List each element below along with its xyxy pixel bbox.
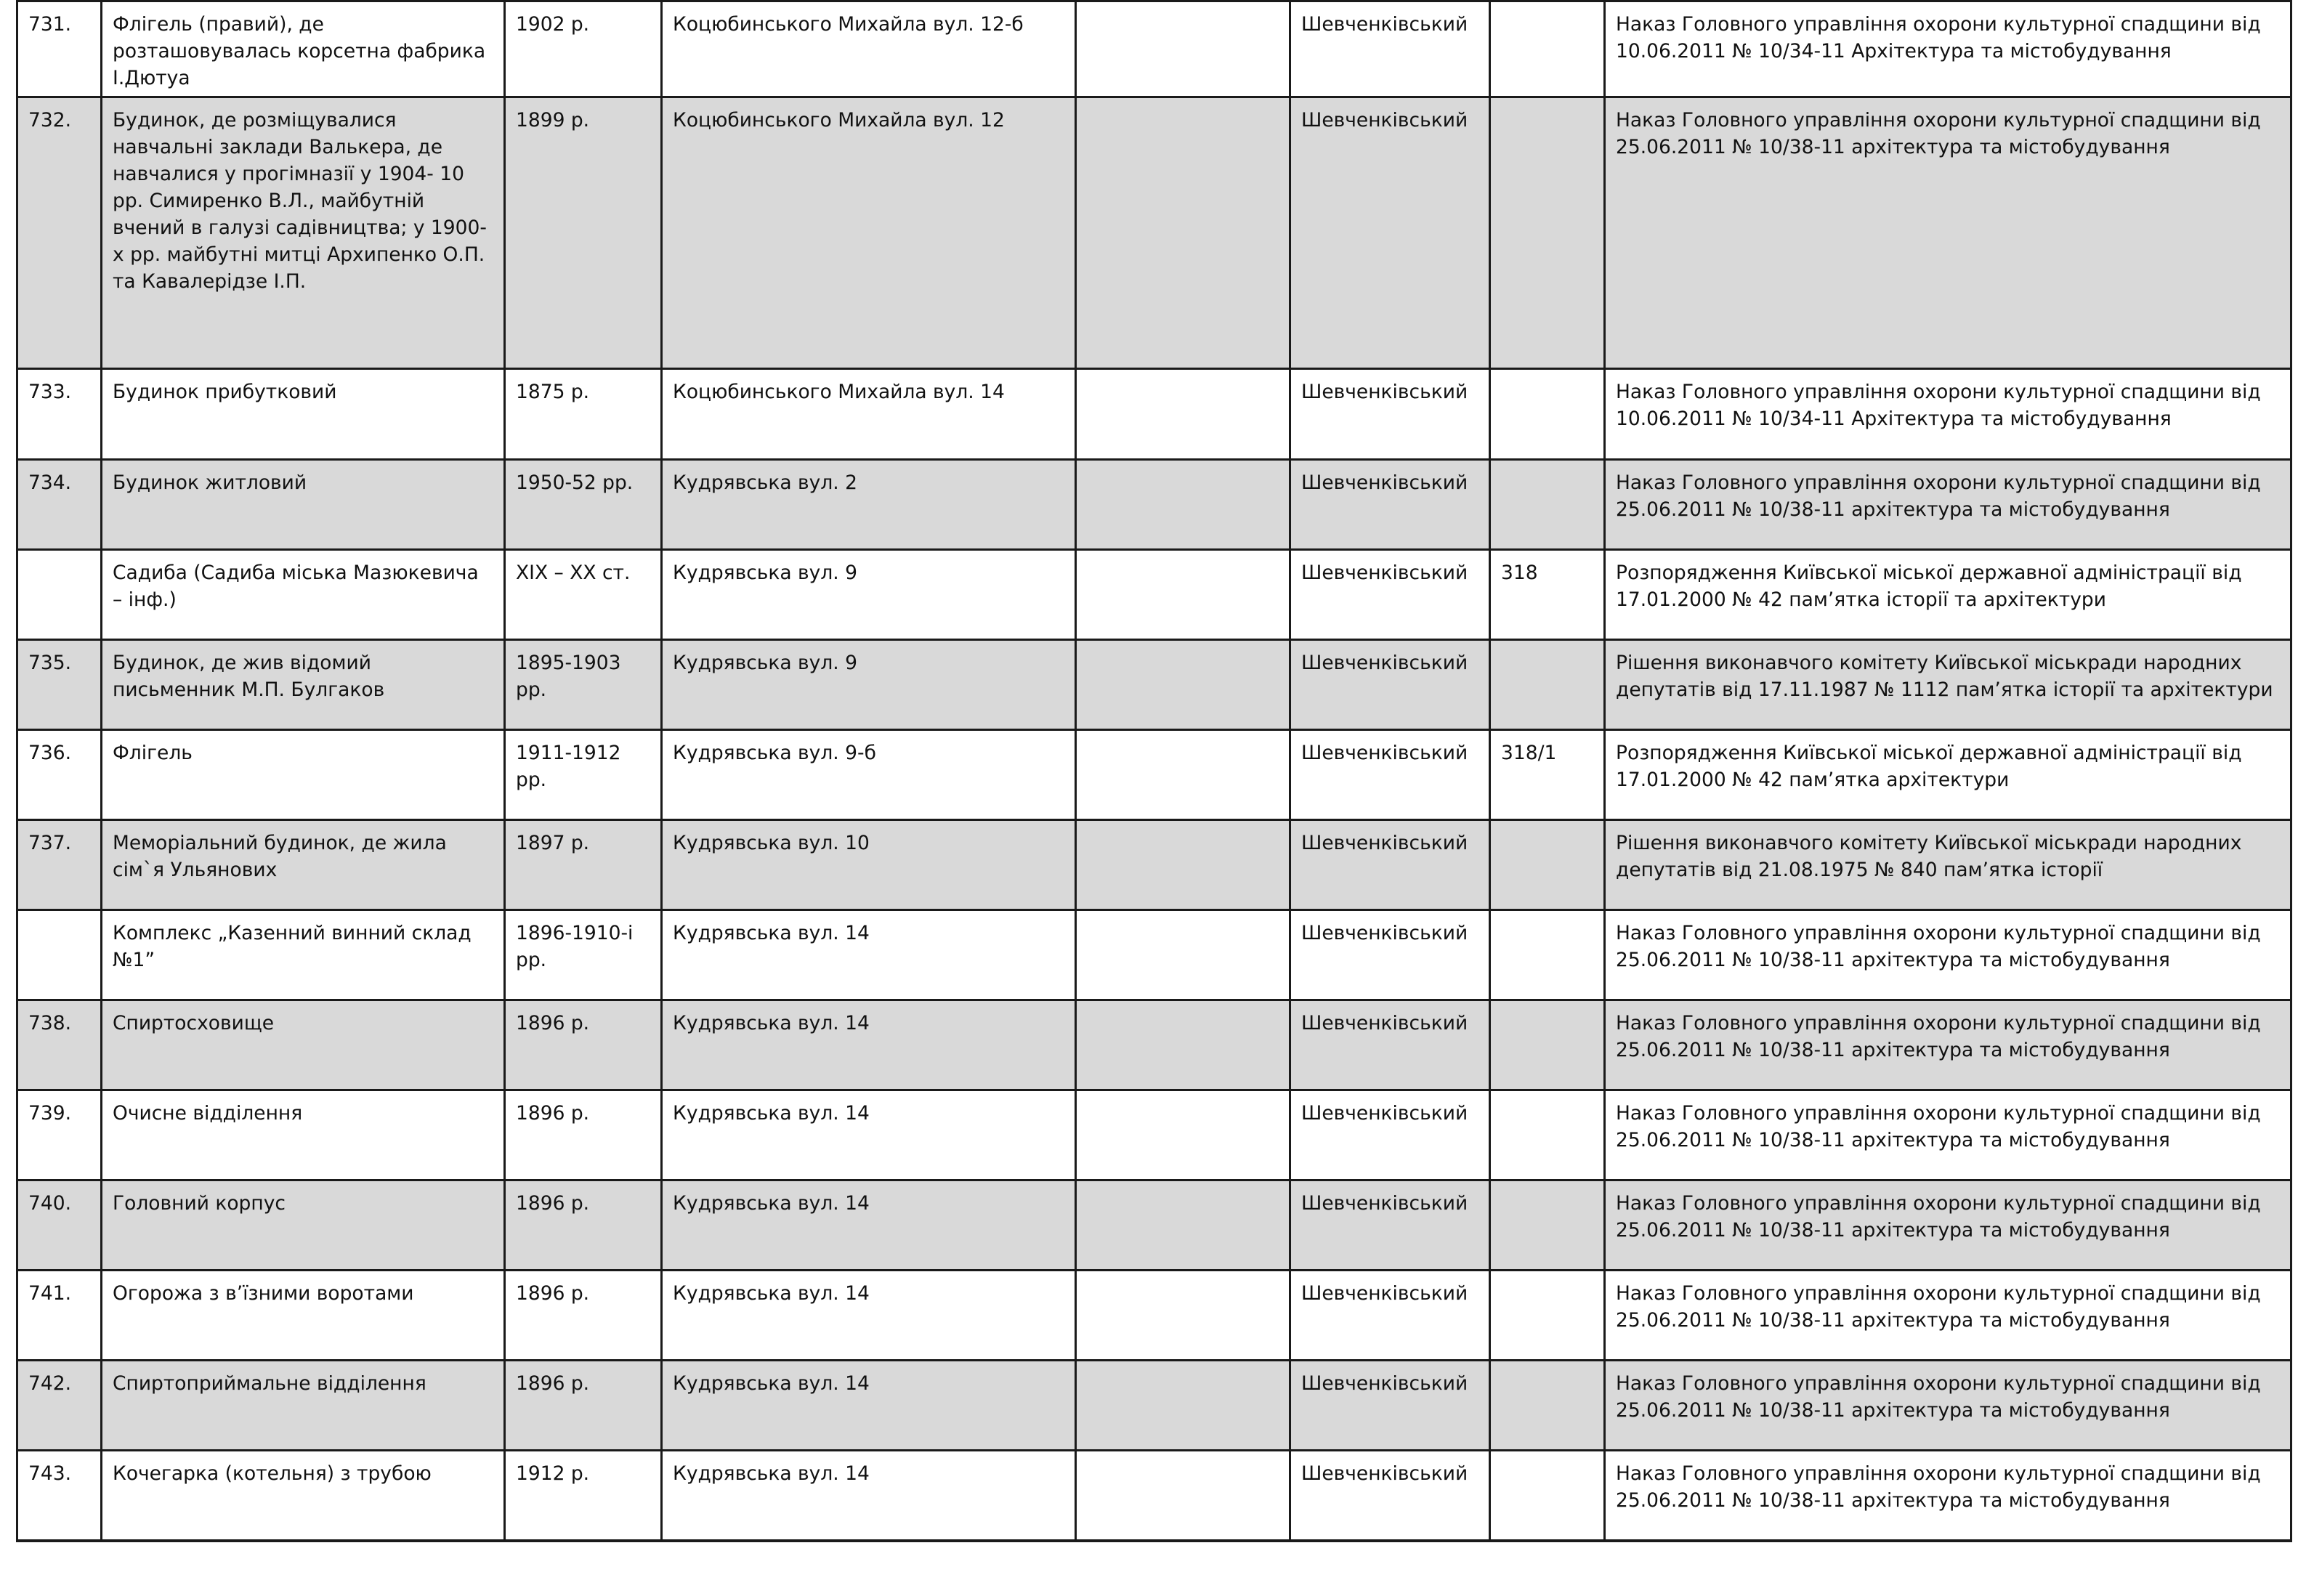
cell-extra (1076, 1000, 1290, 1090)
cell-date: 1875 р. (505, 369, 662, 460)
cell-address: Коцюбинського Михайла вул. 14 (662, 369, 1076, 460)
cell-district: Шевченківський (1290, 910, 1490, 1000)
cell-date: 1896 р. (505, 1090, 662, 1180)
cell-address: Кудрявська вул. 14 (662, 1000, 1076, 1090)
cell-name: Меморіальний будинок, де жила сім`я Ульянових (102, 820, 505, 910)
cell-extra (1076, 369, 1290, 460)
cell-doc: Наказ Головного управління охорони культурної спадщини від 10.06.2011 № 10/34-11 Архітектура та містобудування (1605, 1, 2291, 97)
cell-extra (1076, 640, 1290, 730)
cell-doc: Наказ Головного управління охорони культурної спадщини від 25.06.2011 № 10/38-11 архітектура та містобудування (1605, 460, 2291, 550)
cell-extra (1076, 1180, 1290, 1271)
cell-date: 1950-52 рр. (505, 460, 662, 550)
cell-name: Флігель (102, 730, 505, 820)
cell-doc: Наказ Головного управління охорони культурної спадщини від 25.06.2011 № 10/38-11 архітектура та містобудування (1605, 1451, 2291, 1541)
table-row (17, 460, 2291, 550)
cell-date: ХІХ – ХХ ст. (505, 550, 662, 640)
cell-num: 735. (17, 640, 102, 730)
cell-name: Будинок житловий (102, 460, 505, 550)
cell-name: Огорожа з в’їзними воротами (102, 1271, 505, 1361)
cell-doc: Рішення виконавчого комітету Київської міськради народних депутатів від 17.11.1987 № 1112 пам’ятка історії та архітектури (1605, 640, 2291, 730)
cell-num: 731. (17, 1, 102, 97)
cell-district: Шевченківський (1290, 1090, 1490, 1180)
cell-extra (1076, 1361, 1290, 1451)
cell-district: Шевченківський (1290, 97, 1490, 369)
cell-num: 733. (17, 369, 102, 460)
table-row (17, 910, 2291, 1000)
cell-date: 1902 р. (505, 1, 662, 97)
cell-doc: Наказ Головного управління охорони культурної спадщини від 25.06.2011 № 10/38-11 архітектура та містобудування (1605, 1271, 2291, 1361)
cell-address: Кудрявська вул. 14 (662, 1090, 1076, 1180)
cell-extra (1076, 1090, 1290, 1180)
cell-doc: Наказ Головного управління охорони культурної спадщини від 25.06.2011 № 10/38-11 архітектура та містобудування (1605, 1361, 2291, 1451)
cell-extra (1076, 910, 1290, 1000)
cell-code (1490, 460, 1605, 550)
table-row (17, 97, 2291, 369)
cell-code (1490, 1451, 1605, 1541)
cell-doc: Розпорядження Київської міської державної адміністрації від 17.01.2000 № 42 пам’ятка історії та архітектури (1605, 550, 2291, 640)
heritage-register-table (16, 0, 2292, 1542)
cell-address: Коцюбинського Михайла вул. 12 (662, 97, 1076, 369)
table-row (17, 1271, 2291, 1361)
cell-address: Кудрявська вул. 9 (662, 640, 1076, 730)
cell-address: Кудрявська вул. 9-б (662, 730, 1076, 820)
cell-name: Будинок, де жив відомий письменник М.П. Булгаков (102, 640, 505, 730)
cell-name: Головний корпус (102, 1180, 505, 1271)
cell-name: Будинок прибутковий (102, 369, 505, 460)
cell-district: Шевченківський (1290, 640, 1490, 730)
cell-name: Спиртоприймальне відділення (102, 1361, 505, 1451)
cell-district: Шевченківський (1290, 369, 1490, 460)
cell-num: 739. (17, 1090, 102, 1180)
cell-district: Шевченківський (1290, 550, 1490, 640)
cell-district: Шевченківський (1290, 730, 1490, 820)
cell-num: 736. (17, 730, 102, 820)
cell-date: 1896 р. (505, 1000, 662, 1090)
cell-extra (1076, 460, 1290, 550)
table-row (17, 369, 2291, 460)
cell-name: Кочегарка (котельня) з трубою (102, 1451, 505, 1541)
cell-num: 737. (17, 820, 102, 910)
cell-code: 318 (1490, 550, 1605, 640)
cell-district: Шевченківський (1290, 1361, 1490, 1451)
table-row (17, 1090, 2291, 1180)
cell-code (1490, 1, 1605, 97)
cell-date: 1897 р. (505, 820, 662, 910)
table-row (17, 640, 2291, 730)
cell-doc: Рішення виконавчого комітету Київської міськради народних депутатів від 21.08.1975 № 840 пам’ятка історії (1605, 820, 2291, 910)
cell-date: 1911-1912 рр. (505, 730, 662, 820)
cell-extra (1076, 730, 1290, 820)
cell-date: 1899 р. (505, 97, 662, 369)
cell-doc: Наказ Головного управління охорони культурної спадщини від 25.06.2011 № 10/38-11 архітектура та містобудування (1605, 910, 2291, 1000)
cell-extra (1076, 1451, 1290, 1541)
cell-code (1490, 1000, 1605, 1090)
cell-num: 743. (17, 1451, 102, 1541)
cell-address: Кудрявська вул. 14 (662, 1451, 1076, 1541)
cell-name: Комплекс „Казенний винний склад №1” (102, 910, 505, 1000)
cell-name: Очисне відділення (102, 1090, 505, 1180)
cell-num: 738. (17, 1000, 102, 1090)
cell-extra (1076, 97, 1290, 369)
cell-num: 734. (17, 460, 102, 550)
table-row (17, 1180, 2291, 1271)
cell-district: Шевченківський (1290, 1000, 1490, 1090)
table-row (17, 820, 2291, 910)
cell-num: 741. (17, 1271, 102, 1361)
cell-date: 1896 р. (505, 1271, 662, 1361)
cell-code (1490, 1090, 1605, 1180)
cell-date: 1896-1910-і рр. (505, 910, 662, 1000)
cell-code (1490, 1271, 1605, 1361)
cell-code (1490, 910, 1605, 1000)
cell-address: Кудрявська вул. 10 (662, 820, 1076, 910)
cell-address: Кудрявська вул. 14 (662, 910, 1076, 1000)
cell-code (1490, 640, 1605, 730)
cell-code: 318/1 (1490, 730, 1605, 820)
cell-num: 732. (17, 97, 102, 369)
cell-district: Шевченківський (1290, 460, 1490, 550)
cell-address: Кудрявська вул. 14 (662, 1271, 1076, 1361)
cell-num: 742. (17, 1361, 102, 1451)
cell-address: Кудрявська вул. 14 (662, 1180, 1076, 1271)
table-row (17, 1000, 2291, 1090)
cell-district: Шевченківський (1290, 1271, 1490, 1361)
table-row (17, 1451, 2291, 1541)
table-row (17, 1, 2291, 97)
cell-date: 1912 р. (505, 1451, 662, 1541)
cell-code (1490, 1361, 1605, 1451)
cell-district: Шевченківський (1290, 820, 1490, 910)
cell-doc: Наказ Головного управління охорони культурної спадщини від 25.06.2011 № 10/38-11 архітектура та містобудування (1605, 97, 2291, 369)
cell-name: Спиртосховище (102, 1000, 505, 1090)
table-row (17, 730, 2291, 820)
cell-extra (1076, 1271, 1290, 1361)
cell-num (17, 910, 102, 1000)
table-body (17, 1, 2291, 1541)
cell-date: 1895-1903 рр. (505, 640, 662, 730)
cell-doc: Наказ Головного управління охорони культурної спадщини від 10.06.2011 № 10/34-11 Архітектура та містобудування (1605, 369, 2291, 460)
cell-extra (1076, 1, 1290, 97)
cell-code (1490, 369, 1605, 460)
cell-code (1490, 820, 1605, 910)
cell-name: Флігель (правий), де розташовувалась корсетна фабрика І.Дютуа (102, 1, 505, 97)
cell-name: Садиба (Садиба міська Мазюкевича – інф.) (102, 550, 505, 640)
cell-extra (1076, 550, 1290, 640)
table-row (17, 550, 2291, 640)
cell-num: 740. (17, 1180, 102, 1271)
cell-address: Коцюбинського Михайла вул. 12-б (662, 1, 1076, 97)
cell-num (17, 550, 102, 640)
cell-extra (1076, 820, 1290, 910)
cell-district: Шевченківський (1290, 1, 1490, 97)
cell-code (1490, 1180, 1605, 1271)
cell-doc: Розпорядження Київської міської державної адміністрації від 17.01.2000 № 42 пам’ятка архітектури (1605, 730, 2291, 820)
cell-address: Кудрявська вул. 14 (662, 1361, 1076, 1451)
cell-doc: Наказ Головного управління охорони культурної спадщини від 25.06.2011 № 10/38-11 архітектура та містобудування (1605, 1180, 2291, 1271)
cell-code (1490, 97, 1605, 369)
cell-name: Будинок, де розміщувалися навчальні заклади Валькера, де навчалися у прогімназії у 1904- 10 рр. Симиренко В.Л., майбутній вчений в галузі садівництва; у 1900-х рр. майбутні митці Архипенко О.П. та Кавалерідзе І.П. (102, 97, 505, 369)
cell-address: Кудрявська вул. 9 (662, 550, 1076, 640)
table-row (17, 1361, 2291, 1451)
cell-district: Шевченківський (1290, 1451, 1490, 1541)
cell-district: Шевченківський (1290, 1180, 1490, 1271)
cell-address: Кудрявська вул. 2 (662, 460, 1076, 550)
cell-date: 1896 р. (505, 1180, 662, 1271)
cell-doc: Наказ Головного управління охорони культурної спадщини від 25.06.2011 № 10/38-11 архітектура та містобудування (1605, 1090, 2291, 1180)
cell-doc: Наказ Головного управління охорони культурної спадщини від 25.06.2011 № 10/38-11 архітектура та містобудування (1605, 1000, 2291, 1090)
cell-date: 1896 р. (505, 1361, 662, 1451)
